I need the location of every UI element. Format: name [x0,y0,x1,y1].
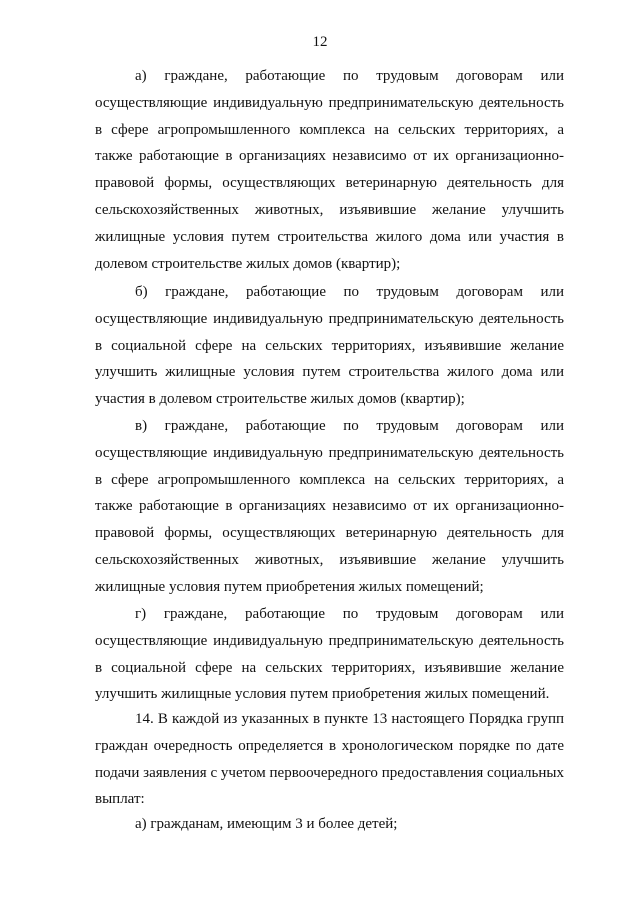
paragraph-v-agro-purchase: в) граждане, работающие по трудовым договорам или осуществляющие индивидуальную предпринимательскую деятельность в сфере агропромышленного комплекса на сельских территориях, а также работающие в организациях независимо от их организационно-правовой формы, осуществляющих ветеринарную деятельность для сельскохозяйственных животных, изъявившие желание улучшить жилищные условия путем приобретения жилых помещений; [95,418,564,595]
paragraph-14-priority-order: 14. В каждой из указанных в пункте 13 настоящего Порядка групп граждан очередность определяется в хронологическом порядке по дате подачи заявления с учетом первоочередного предоставления социальных выплат: [95,711,564,808]
paragraph-g-social-purchase: г) граждане, работающие по трудовым договорам или осуществляющие индивидуальную предпринимательскую деятельность в социальной сфере на сельских территориях, изъявившие желание улучшить жилищные условия путем приобретения жилых помещений. [95,606,564,703]
paragraph-a-large-families: а) гражданам, имеющим 3 и более детей; [135,816,398,832]
paragraph-a-agro-construction: а) граждане, работающие по трудовым договорам или осуществляющие индивидуальную предпринимательскую деятельность в сфере агропромышленного комплекса на сельских территориях, а также работающие в организациях независимо от их организационно-правовой формы, осуществляющих ветеринарную деятельность для сельскохозяйственных животных, изъявившие желание улучшить жилищные условия путем строительства жилого дома или участия в долевом строительстве жилых домов (квартир); [95,68,564,272]
page-number: 12 [312,34,328,50]
paragraph-b-social-construction: б) граждане, работающие по трудовым договорам или осуществляющие индивидуальную предпринимательскую деятельность в социальной сфере на сельских территориях, изъявившие желание улучшить жилищные условия путем строительства жилого дома или участия в долевом строительстве жилых домов (квартир); [95,284,564,408]
